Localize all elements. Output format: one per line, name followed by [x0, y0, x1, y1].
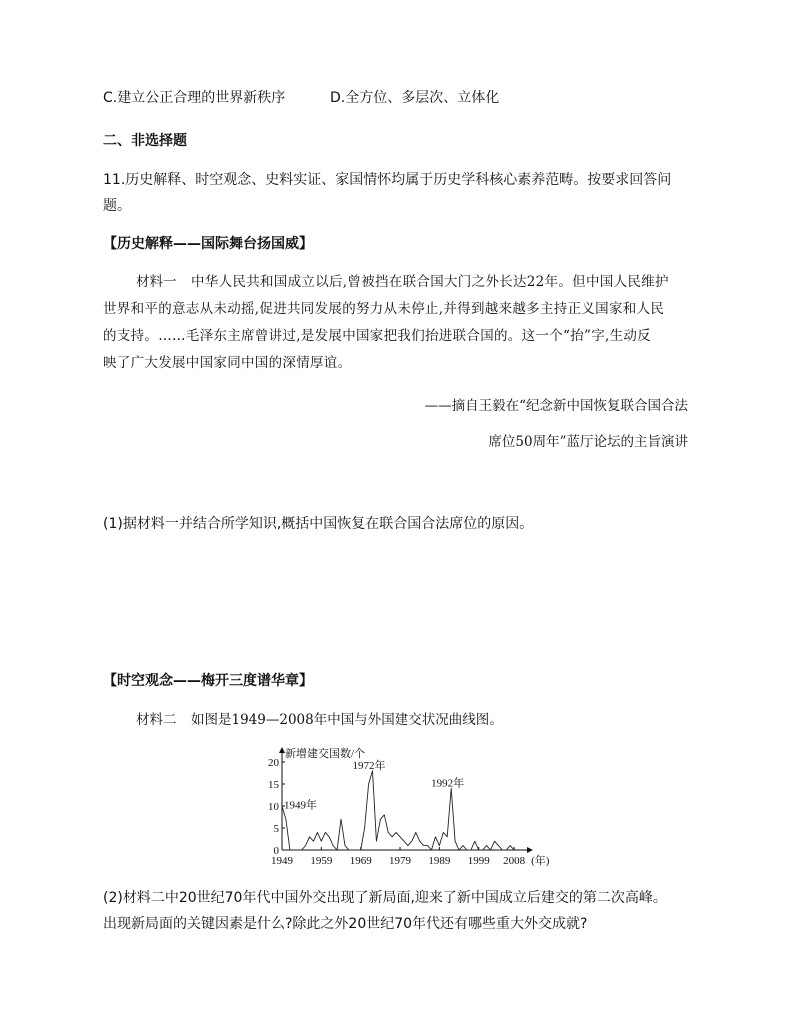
- x-tick-label: 1989: [428, 855, 451, 867]
- annotation-label: 1972年: [352, 759, 386, 772]
- part2-title: 【时空观念——梅开三度谱华章】: [103, 673, 313, 689]
- material1-line2: 世界和平的意志从未动摇,促进共同发展的努力从未停止,并得到越来越多主持正义国家和人民: [103, 301, 665, 317]
- x-tick-label: 1979: [389, 855, 412, 867]
- option-d: D.全方位、多层次、立体化: [330, 90, 500, 106]
- part1-title: 【历史解释——国际舞台扬国威】: [103, 236, 313, 252]
- y-tick-label: 15: [268, 779, 279, 791]
- annotation-label: 1992年: [431, 777, 465, 790]
- x-tick-label: 1959: [310, 855, 333, 867]
- material2-label: 材料二: [136, 712, 177, 728]
- question-2-line2: 出现新局面的关键因素是什么?除此之外20世纪70年代还有哪些重大外交成就?: [103, 916, 588, 932]
- option-c: C.建立公正合理的世界新秩序: [103, 90, 286, 106]
- y-tick-label: 20: [268, 757, 279, 769]
- x-tick-label: 1949: [271, 855, 293, 867]
- question-11-stem-line1: 11.历史解释、时空观念、史料实证、家国情怀均属于历史学科核心素养范畴。按要求回答问: [103, 172, 672, 188]
- material1-line1: 中华人民共和国成立以后,曾被挡在联合国大门之外长达22年。但中国人民维护: [191, 274, 669, 290]
- question-2-line1: (2)材料二中20世纪70年代中国外交出现了新局面,迎来了新中国成立后建交的第二次高峰。: [103, 890, 667, 906]
- x-tick-label: 1969: [349, 855, 372, 867]
- annotation-label: 1949年: [284, 799, 317, 812]
- x-tick-label: 2008: [503, 855, 526, 867]
- y-tick-label: 0: [273, 845, 279, 857]
- y-axis-label: 新增建交国数/个: [285, 748, 366, 760]
- material1-line3: 的支持。……毛泽东主席曾讲过,是发展中国家把我们抬进联合国的。这一个“抬”字,生动反: [103, 328, 651, 344]
- question-11-stem-line2: 题。: [103, 198, 131, 214]
- material2-text: 如图是1949—2008年中国与外国建交状况曲线图。: [191, 712, 503, 728]
- diplomatic-relations-chart: [262, 740, 550, 870]
- question-1: (1)据材料一并结合所学知识,概括中国恢复在联合国合法席位的原因。: [103, 516, 534, 532]
- material1-source-line1: ——摘自王毅在“纪念新中国恢复联合国合法: [424, 398, 688, 414]
- y-tick-label: 5: [273, 823, 279, 835]
- x-tick-label: 1999: [467, 855, 490, 867]
- material1-source-line2: 席位50周年”蓝厅论坛的主旨演讲: [488, 434, 688, 450]
- y-tick-label: 10: [268, 801, 279, 813]
- material1-label: 材料一: [136, 274, 177, 290]
- section-heading: 二、非选择题: [103, 133, 187, 149]
- x-axis-label: (年): [531, 855, 550, 867]
- material1-line4: 映了广大发展中国家同中国的深情厚谊。: [103, 355, 352, 371]
